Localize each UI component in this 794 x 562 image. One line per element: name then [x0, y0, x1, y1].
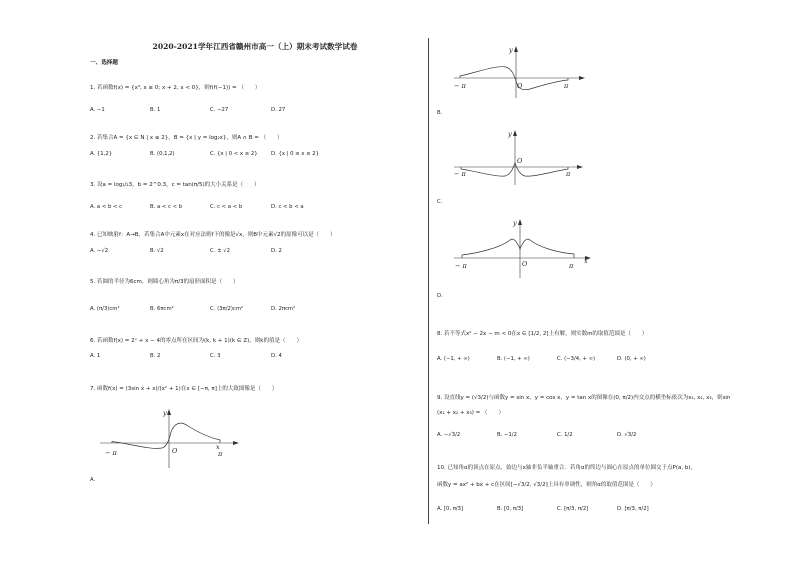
- q10-option-c: C. [π/3, π/2]: [557, 506, 589, 512]
- neg-pi-label: − π: [454, 170, 466, 178]
- q8-option-a: A. (−1, + ∞): [437, 356, 470, 362]
- q10-option-a: A. [0, π/3]: [437, 506, 464, 512]
- y-axis-arrow: [514, 46, 518, 52]
- x-axis-arrow: [233, 441, 239, 445]
- q7-option-c: C.: [437, 199, 443, 205]
- y-axis-label: y: [513, 219, 517, 227]
- q6-option-b: B. 2: [150, 353, 161, 359]
- question-2-stem: 2. 若集合A = {x ∈ N | x ≤ 2}，B = {x | y = log₂x}，则A ∩ B = （ ）: [90, 135, 283, 141]
- q10-option-d: D. [π/3, π/2]: [617, 506, 649, 512]
- q10-option-b: B. [0, π/3]: [497, 506, 524, 512]
- q4-option-c: C. ± √2: [210, 248, 230, 254]
- q4-option-b: B. √2: [150, 248, 164, 254]
- question-3-stem: 3. 设a = log₁/₂3，b = 2^0.3，c = tan(π/5)的大小关系是（ ）: [90, 182, 260, 188]
- y-axis-label: y: [163, 409, 167, 417]
- graph-option-d: [450, 218, 595, 280]
- exam-title: 2020-2021学年江西省赣州市高一（上）期末考试数学试卷: [152, 42, 358, 51]
- graph-option-b: [450, 45, 590, 100]
- question-6-stem: 6. 若函数f(x) = 2ˣ + x − 4的零点所在区间为(k, k + 1)(k ∈ Z)，则k的值是（ ）: [90, 338, 302, 344]
- x-axis-label: x: [584, 257, 588, 265]
- question-10-stem-cont: 函数y = ax² + bx + c在区间[−√3/2, √3/2]上具有单调性，则角α的取值范围是（ ）: [437, 482, 656, 488]
- q9-option-d: D. √3/2: [617, 432, 637, 438]
- q3-option-b: B. a < c < b: [150, 204, 183, 210]
- q3-option-d: D. c < b < a: [271, 204, 304, 210]
- origin-label: O: [517, 82, 523, 90]
- x-axis-arrow: [579, 76, 585, 80]
- graph-option-c: [450, 129, 590, 187]
- q6-option-a: A. 1: [90, 353, 101, 359]
- q2-option-c: C. {x | 0 < x ≤ 2}: [210, 151, 258, 157]
- q8-option-b: B. (−1, + ∞): [497, 356, 530, 362]
- question-4-stem: 4. 已知映射f：A→B，若集合A中元素x在对应法则f下的像是√x，则B中元素√2的原像可以是（ ）: [90, 232, 336, 238]
- neg-pi-label: − π: [105, 449, 117, 457]
- q5-option-b: B. 6πcm²: [150, 306, 174, 312]
- graph-option-a: [96, 408, 246, 470]
- q3-option-a: A. a < b < c: [90, 204, 123, 210]
- graph-c-curve: [461, 163, 568, 176]
- pi-label: π: [566, 170, 571, 178]
- question-10-stem: 10. 已知角α的顶点在原点，始边与x轴非负半轴重合．若角α的终边与圆心在原点的单位圆交于点P(a, b)，: [437, 465, 696, 471]
- section-heading: 一、选择题: [90, 60, 118, 66]
- pi-label: π: [564, 82, 569, 90]
- q3-option-c: C. c < a < b: [210, 204, 243, 210]
- origin-label: O: [172, 447, 178, 455]
- question-5-stem: 5. 若圆的半径为6cm，则圆心角为π/3的扇形面积是（ ）: [90, 279, 239, 285]
- q8-option-d: D. (0, + ∞): [617, 356, 646, 362]
- q1-option-a: A. −1: [90, 107, 105, 113]
- origin-label: O: [522, 260, 528, 268]
- pi-label: π: [218, 450, 223, 458]
- q2-option-a: A. {1,2}: [90, 151, 113, 157]
- q6-option-c: C. 3: [210, 353, 221, 359]
- y-axis-label: y: [508, 130, 512, 138]
- graph-d-curve: [462, 239, 574, 258]
- y-axis-arrow: [513, 130, 517, 136]
- q7-option-b: B.: [437, 110, 443, 116]
- graph-a-curve: [112, 423, 220, 448]
- neg-pi-label: − π: [454, 82, 466, 90]
- y-axis-arrow: [167, 409, 171, 415]
- question-7-stem: 7. 函数f(x) = (3sin x + x)/(x² + 1)在x ∈ [−π, π]上的大致图像是（ ）: [90, 386, 278, 392]
- q1-option-c: C. −27: [210, 107, 229, 113]
- origin-label: O: [517, 157, 523, 165]
- x-axis-label: x: [216, 443, 220, 451]
- q6-option-d: D. 4: [271, 353, 282, 359]
- q2-option-b: B. (0,1,2): [150, 151, 175, 157]
- neg-pi-label: − π: [455, 262, 467, 270]
- y-axis-arrow: [518, 219, 522, 225]
- q5-option-c: C. (3π/2)cm²: [210, 306, 244, 312]
- pi-label: π: [569, 262, 574, 270]
- q5-option-a: A. (π/3)cm²: [90, 306, 120, 312]
- q2-option-d: D. {x | 0 ≤ x ≤ 2}: [271, 151, 319, 157]
- question-9-stem: 9. 设直线y = (√3/2)与函数y = sin x，y = cos x，y = tan x的图像在(0, π/2)内交点的横坐标依次为x₁, x₂, x₃，则sin: [437, 395, 731, 401]
- q4-option-d: D. 2: [271, 248, 282, 254]
- q9-option-a: A. −√3/2: [437, 432, 461, 438]
- q4-option-a: A. −√2: [90, 248, 109, 254]
- q7-option-d: D.: [437, 293, 443, 299]
- question-1-stem: 1. 若函数f(x) = {x³, x ≥ 0; x + 2, x < 0}，则f(f(−1)) = （ ）: [90, 85, 261, 91]
- y-axis-label: y: [509, 46, 513, 54]
- q8-option-c: C. (−3/4, + ∞): [557, 356, 596, 362]
- column-divider: [428, 38, 429, 524]
- q7-option-a: A.: [90, 477, 96, 483]
- question-9-stem-cont: (x₁ + x₂ + x₃) = （ ）: [437, 410, 504, 416]
- q9-option-c: C. 1/2: [557, 432, 573, 438]
- q1-option-d: D. 27: [271, 107, 286, 113]
- q9-option-b: B. −1/2: [497, 432, 517, 438]
- x-axis-arrow: [577, 165, 583, 169]
- q1-option-b: B. 1: [150, 107, 161, 113]
- q5-option-d: D. 2πcm²: [271, 306, 296, 312]
- question-8-stem: 8. 若不等式x² − 2x − m < 0在x ∈ [1/2, 2]上有解，则实数m的取值范围是（ ）: [437, 331, 648, 337]
